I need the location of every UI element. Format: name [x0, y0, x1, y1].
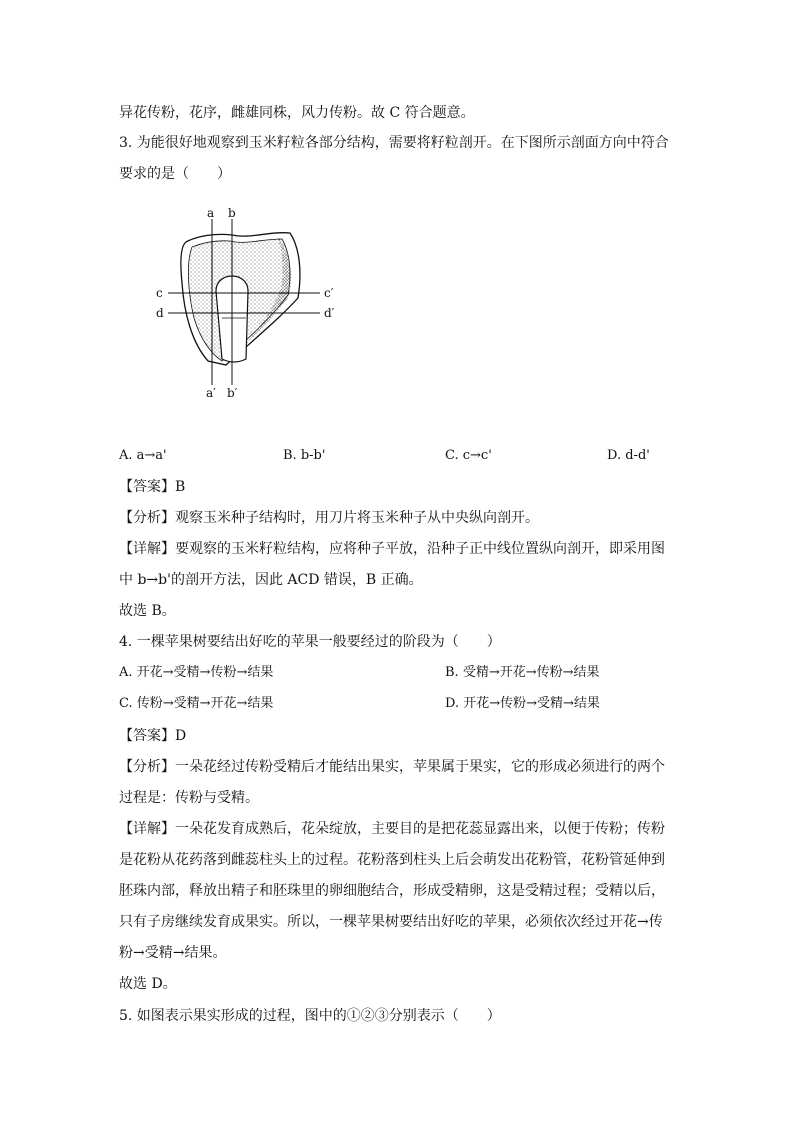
q3-option-c[interactable]: C. c→c' — [445, 448, 492, 463]
answer-3: 【答案】B — [119, 479, 186, 495]
selection-4: 故选 D。 — [119, 976, 177, 992]
question-3-stem-cont: 要求的是（ ） — [119, 166, 231, 182]
q3-option-a[interactable]: A. a→a' — [119, 448, 167, 463]
analysis-4: 【分析】一朵花经过传粉受精后才能结出果实，苹果属于果实，它的形成必须进行的两个 — [119, 759, 665, 775]
q3-option-b[interactable]: B. b-b' — [283, 448, 326, 463]
analysis-3: 【分析】观察玉米种子结构时，用刀片将玉米种子从中央纵向剖开。 — [119, 510, 539, 526]
label-b-prime: b′ — [227, 386, 238, 400]
question-3-stem: 3. 为能很好地观察到玉米籽粒各部分结构，需要将籽粒剖开。在下图所示剖面方向中符合 — [119, 135, 669, 151]
detail-3: 【详解】要观察的玉米籽粒结构，应将种子平放，沿种子正中线位置纵向剖开，即采用图 — [119, 541, 665, 557]
label-d-prime: d′ — [324, 306, 335, 320]
question-4-stem: 4. 一棵苹果树要结出好吃的苹果一般要经过的阶段为（ ） — [119, 634, 501, 650]
analysis-4-cont: 过程是：传粉与受精。 — [119, 790, 259, 806]
detail-4: 【详解】一朵花发育成熟后，花朵绽放，主要目的是把花蕊显露出来，以便于传粉；传粉 — [119, 821, 665, 837]
q4-option-c[interactable]: C. 传粉→受精→开花→结果 — [119, 696, 274, 711]
text-line: 异花传粉，花序，雌雄同株，风力传粉。故 C 符合题意。 — [119, 105, 475, 121]
detail-4-cont-1: 是花粉从花药落到雌蕊柱头上的过程。花粉落到柱头上后会萌发出花粉管，花粉管延伸到 — [119, 852, 665, 868]
question-5-stem: 5. 如图表示果实形成的过程，图中的①②③分别表示（ ） — [119, 1008, 501, 1024]
q3-option-d[interactable]: D. d-d' — [607, 448, 650, 463]
label-c-prime: c′ — [324, 286, 334, 300]
detail-4-cont-4: 粉→受精→结果。 — [119, 945, 227, 961]
q4-option-d[interactable]: D. 开花→传粉→受精→结果 — [445, 696, 600, 711]
label-a: a — [207, 206, 215, 220]
label-c: c — [156, 286, 163, 300]
detail-4-cont-2: 胚珠内部，释放出精子和胚珠里的卵细胞结合，形成受精卵，这是受精过程；受精以后， — [119, 883, 665, 899]
detail-4-cont-3: 只有子房继续发育成果实。所以，一棵苹果树要结出好吃的苹果，必须依次经过开花→传 — [119, 914, 663, 930]
corn-kernel-figure — [150, 203, 350, 403]
label-a-prime: a′ — [206, 386, 216, 400]
selection-3: 故选 B。 — [119, 603, 176, 619]
q4-option-b[interactable]: B. 受精→开花→传粉→结果 — [445, 665, 600, 680]
label-d: d — [156, 306, 164, 320]
label-b: b — [228, 206, 236, 220]
answer-4: 【答案】D — [119, 728, 187, 744]
detail-3-cont: 中 b→b'的剖开方法，因此 ACD 错误，B 正确。 — [119, 572, 423, 588]
q4-option-a[interactable]: A. 开花→受精→传粉→结果 — [119, 665, 274, 680]
